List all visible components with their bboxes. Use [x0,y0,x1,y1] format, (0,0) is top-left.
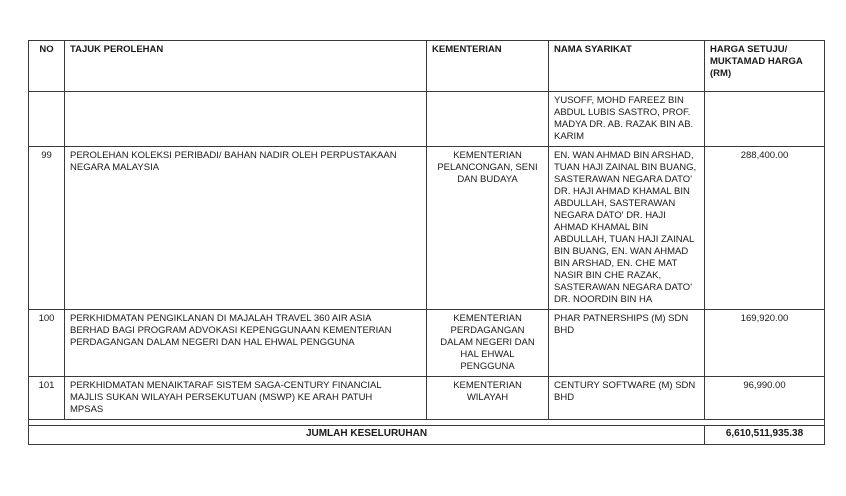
row-syarikat-line: EN. WAN AHMAD BIN ARSHAD, [554,150,694,161]
row-tajuk-line: MPSAS [70,404,104,415]
row-tajuk [65,377,427,420]
row-syarikat-line: SASTERAWAN NEGARA DATO' [554,282,693,293]
header-harga-line2: MUKTAMAD HARGA [710,56,803,67]
header-harga [705,41,825,92]
row-tajuk [65,147,427,310]
row-tajuk-line: PERKHIDMATAN PENGIKLANAN DI MAJALAH TRAVEL 360 AIR ASIA [70,313,372,324]
row-kementerian-line: PELANCONGAN, SENI [437,162,538,173]
header-row [29,41,825,92]
row-harga: 169,920.00 [705,310,825,377]
row-kementerian [427,147,549,310]
row-syarikat [549,147,705,310]
row-harga: 96,990.00 [705,377,825,420]
row-syarikat-line: AHMAD KHAMAL BIN [554,222,649,233]
row-tajuk-line: NEGARA MALAYSIA [70,162,160,173]
row-kementerian-line: KEMENTERIAN [453,380,522,391]
row-no: 100 [29,310,65,377]
total-row [29,426,825,445]
row-tajuk-line: BERHAD BAGI PROGRAM ADVOKASI KEPENGGUNAAN KEMENTERIAN [70,325,392,336]
row-syarikat-line: KARIM [554,131,585,142]
procurement-table [28,40,825,445]
header-harga-line1: HARGA SETUJU/ [710,44,788,55]
row-tajuk-line: PEROLEHAN KOLEKSI PERIBADI/ BAHAN NADIR OLEH PERPUSTAKAAN [70,150,397,161]
table-body [29,92,825,420]
row-syarikat-line: BHD [554,325,575,336]
row-syarikat-line: NASIR BIN CHE RAZAK, [554,270,662,281]
row-kementerian-line: DAN BUDAYA [457,174,518,185]
row-tajuk [65,310,427,377]
row-syarikat-line: ABDULLAH, SASTERAWAN [554,198,676,209]
row-syarikat-line: CENTURY SOFTWARE (M) SDN [554,380,696,391]
row-syarikat-line: PHAR PATNERSHIPS (M) SDN [554,313,689,324]
table-row [29,377,825,420]
row-tajuk [65,92,427,147]
row-tajuk-line: MAJLIS SUKAN WILAYAH PERSEKUTUAN (MSWP) KE ARAH PATUH [70,392,373,403]
row-tajuk-line: PERDAGANGAN DALAM NEGERI DAN HAL EHWAL PENGGUNA [70,337,355,348]
row-syarikat-line: SASTERAWAN NEGARA DATO' [554,174,693,185]
row-kementerian-line: KEMENTERIAN [453,150,522,161]
row-syarikat-line: TUAN HAJI ZAINAL BIN BUANG, [554,162,697,173]
row-syarikat-line: BIN ARSHAD, EN. CHE MAT [554,258,678,269]
row-harga [705,92,825,147]
row-kementerian-line: KEMENTERIAN [453,313,522,324]
row-syarikat-line: DR. HAJI AHMAD KHAMAL BIN [554,186,690,197]
row-kementerian-line: WILAYAH [466,392,509,403]
total-label: JUMLAH KESELURUHAN [29,426,705,445]
header-tajuk: TAJUK PEROLEHAN [65,41,427,92]
row-syarikat-line: BIN BUANG, EN. WAN AHMAD [554,246,689,257]
row-no: 99 [29,147,65,310]
table-row [29,147,825,310]
header-no: NO [29,41,65,92]
row-kementerian-line: PENGGUNA [460,361,515,372]
total-value: 6,610,511,935.38 [705,426,825,445]
row-harga: 288,400.00 [705,147,825,310]
row-syarikat-line: NEGARA DATO' DR. HAJI [554,210,666,221]
row-syarikat [549,310,705,377]
header-kementerian: KEMENTERIAN [427,41,549,92]
header-harga-line3: (RM) [710,68,732,79]
row-no [29,92,65,147]
row-syarikat-line: YUSOFF, MOHD FAREEZ BIN [554,95,684,106]
row-kementerian-line: HAL EHWAL [460,349,515,360]
header-syarikat: NAMA SYARIKAT [549,41,705,92]
row-syarikat-line: ABDULLAH, TUAN HAJI ZAINAL [554,234,695,245]
table-row [29,310,825,377]
row-syarikat [549,377,705,420]
row-no: 101 [29,377,65,420]
row-kementerian [427,377,549,420]
row-tajuk-line: PERKHIDMATAN MENAIKTARAF SISTEM SAGA-CENTURY FINANCIAL [70,380,382,391]
row-syarikat-line: DR. NOORDIN BIN HA [554,294,653,305]
row-syarikat [549,92,705,147]
row-syarikat-line: MADYA DR. AB. RAZAK BIN AB. [554,119,694,130]
row-syarikat-line: ABDUL LUBIS SASTRO, PROF. [554,107,691,118]
row-kementerian [427,310,549,377]
row-syarikat-line: BHD [554,392,575,403]
row-kementerian-line: PERDAGANGAN [450,325,525,336]
row-kementerian-line: DALAM NEGERI DAN [440,337,535,348]
row-kementerian [427,92,549,147]
table-row [29,92,825,147]
